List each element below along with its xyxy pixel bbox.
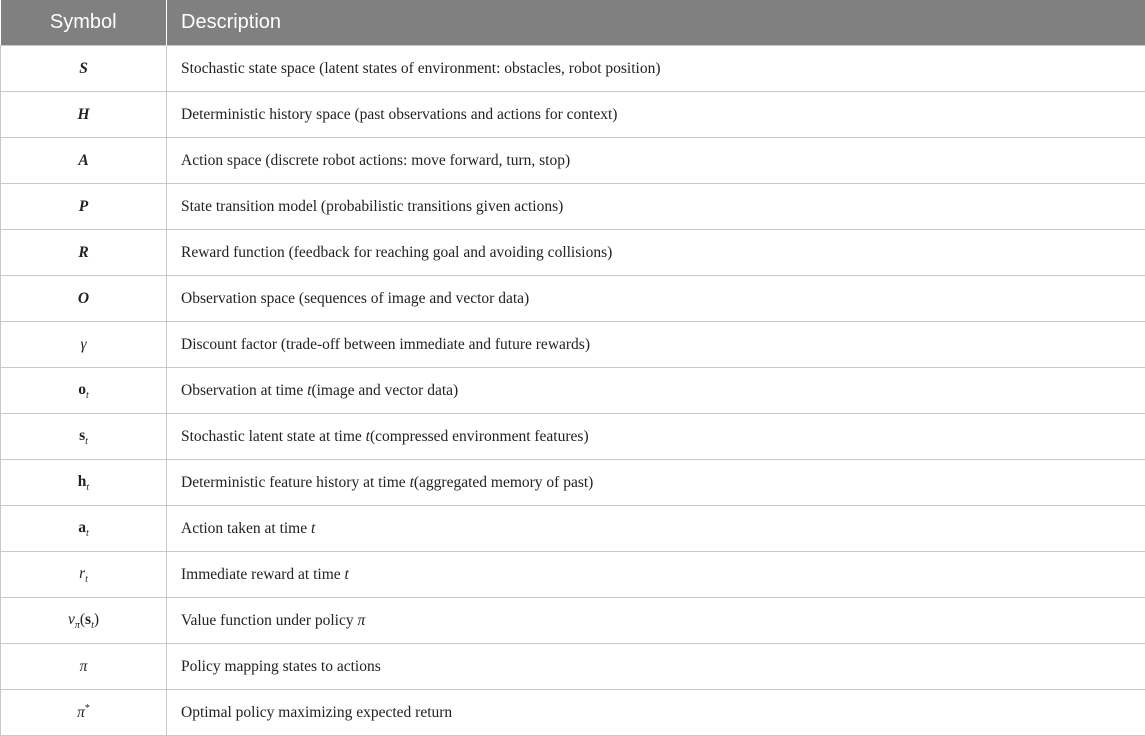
description-variable: t (366, 428, 370, 445)
description-text: Action taken at time (181, 520, 311, 537)
description-cell (167, 506, 1145, 552)
symbol: O (78, 290, 89, 307)
description-cell: Reward function (feedback for reaching goal and avoiding collisions) (167, 230, 1145, 276)
symbol-cell (1, 46, 167, 92)
description-text: Immediate reward at time (181, 566, 345, 583)
description-cell: Optimal policy maximizing expected return (167, 690, 1145, 736)
description-column-header: Description (167, 0, 1145, 46)
description-cell: Observation space (sequences of image and vector data) (167, 276, 1145, 322)
symbol: S (79, 60, 88, 77)
table-row (1, 690, 1145, 736)
description-cell: Stochastic state space (latent states of environment: obstacles, robot position) (167, 46, 1145, 92)
description-cell: Deterministic history space (past observations and actions for context) (167, 92, 1145, 138)
description-text: Value function under policy (181, 612, 357, 629)
table-row (1, 322, 1145, 368)
description-cell: State transition model (probabilistic transitions given actions) (167, 184, 1145, 230)
symbol: γ (80, 336, 86, 353)
symbol-cell (1, 276, 167, 322)
symbol: a (78, 519, 86, 536)
symbol: R (78, 244, 88, 261)
symbol-cell (1, 138, 167, 184)
header-row (1, 0, 1145, 46)
symbol: P (79, 198, 88, 215)
symbol-cell (1, 230, 167, 276)
symbol-paren: ( (80, 611, 85, 628)
symbol: h (78, 473, 87, 490)
table-row (1, 598, 1145, 644)
description-variable: t (311, 520, 315, 537)
symbol-paren: ) (94, 611, 99, 628)
table-row (1, 552, 1145, 598)
symbol-cell (1, 690, 167, 736)
description-cell (167, 552, 1145, 598)
symbol-cell (1, 644, 167, 690)
description-variable: π (357, 612, 365, 629)
symbol-subscript: π (75, 620, 80, 631)
description-variable: t (307, 382, 311, 399)
description-text: (compressed environment features) (370, 428, 589, 445)
table-row (1, 460, 1145, 506)
symbol: o (78, 381, 86, 398)
description-cell (167, 460, 1145, 506)
table-row (1, 184, 1145, 230)
table-row (1, 276, 1145, 322)
table-row (1, 138, 1145, 184)
symbol-cell (1, 414, 167, 460)
description-cell (167, 598, 1145, 644)
symbol-cell (1, 322, 167, 368)
symbol-argument: s (85, 611, 91, 628)
symbol: v (68, 611, 75, 628)
symbol-subscript: t (86, 528, 89, 539)
symbol-cell (1, 92, 167, 138)
description-text: Observation at time (181, 382, 307, 399)
symbol-cell (1, 368, 167, 414)
symbol-cell (1, 552, 167, 598)
symbol: s (79, 427, 85, 444)
description-cell (167, 368, 1145, 414)
description-cell: Policy mapping states to actions (167, 644, 1145, 690)
table-row (1, 230, 1145, 276)
table-row (1, 368, 1145, 414)
description-text: (aggregated memory of past) (414, 474, 593, 491)
symbol-argument-subscript: t (91, 620, 94, 631)
table-row (1, 506, 1145, 552)
symbol: A (78, 152, 88, 169)
symbol-cell (1, 598, 167, 644)
symbol-cell (1, 506, 167, 552)
description-cell (167, 414, 1145, 460)
symbol-subscript: t (86, 390, 89, 401)
description-text: Deterministic feature history at time (181, 474, 410, 491)
symbol-superscript: * (85, 703, 90, 714)
description-variable: t (410, 474, 414, 491)
symbol: r (79, 565, 85, 582)
symbol: π (80, 658, 88, 675)
description-text: (image and vector data) (311, 382, 458, 399)
symbol: H (77, 106, 89, 123)
description-cell: Discount factor (trade-off between immediate and future rewards) (167, 322, 1145, 368)
symbol-column-header: Symbol (1, 0, 167, 46)
symbol-cell (1, 184, 167, 230)
table-row (1, 92, 1145, 138)
symbol-subscript: t (86, 482, 89, 493)
description-text: Stochastic latent state at time (181, 428, 366, 445)
description-cell: Action space (discrete robot actions: move forward, turn, stop) (167, 138, 1145, 184)
description-variable: t (345, 566, 349, 583)
symbol-subscript: t (85, 574, 88, 585)
table-row (1, 414, 1145, 460)
table-row (1, 644, 1145, 690)
symbol-cell (1, 460, 167, 506)
symbol: π (77, 704, 85, 721)
table-row (1, 46, 1145, 92)
symbol-subscript: t (85, 436, 88, 447)
